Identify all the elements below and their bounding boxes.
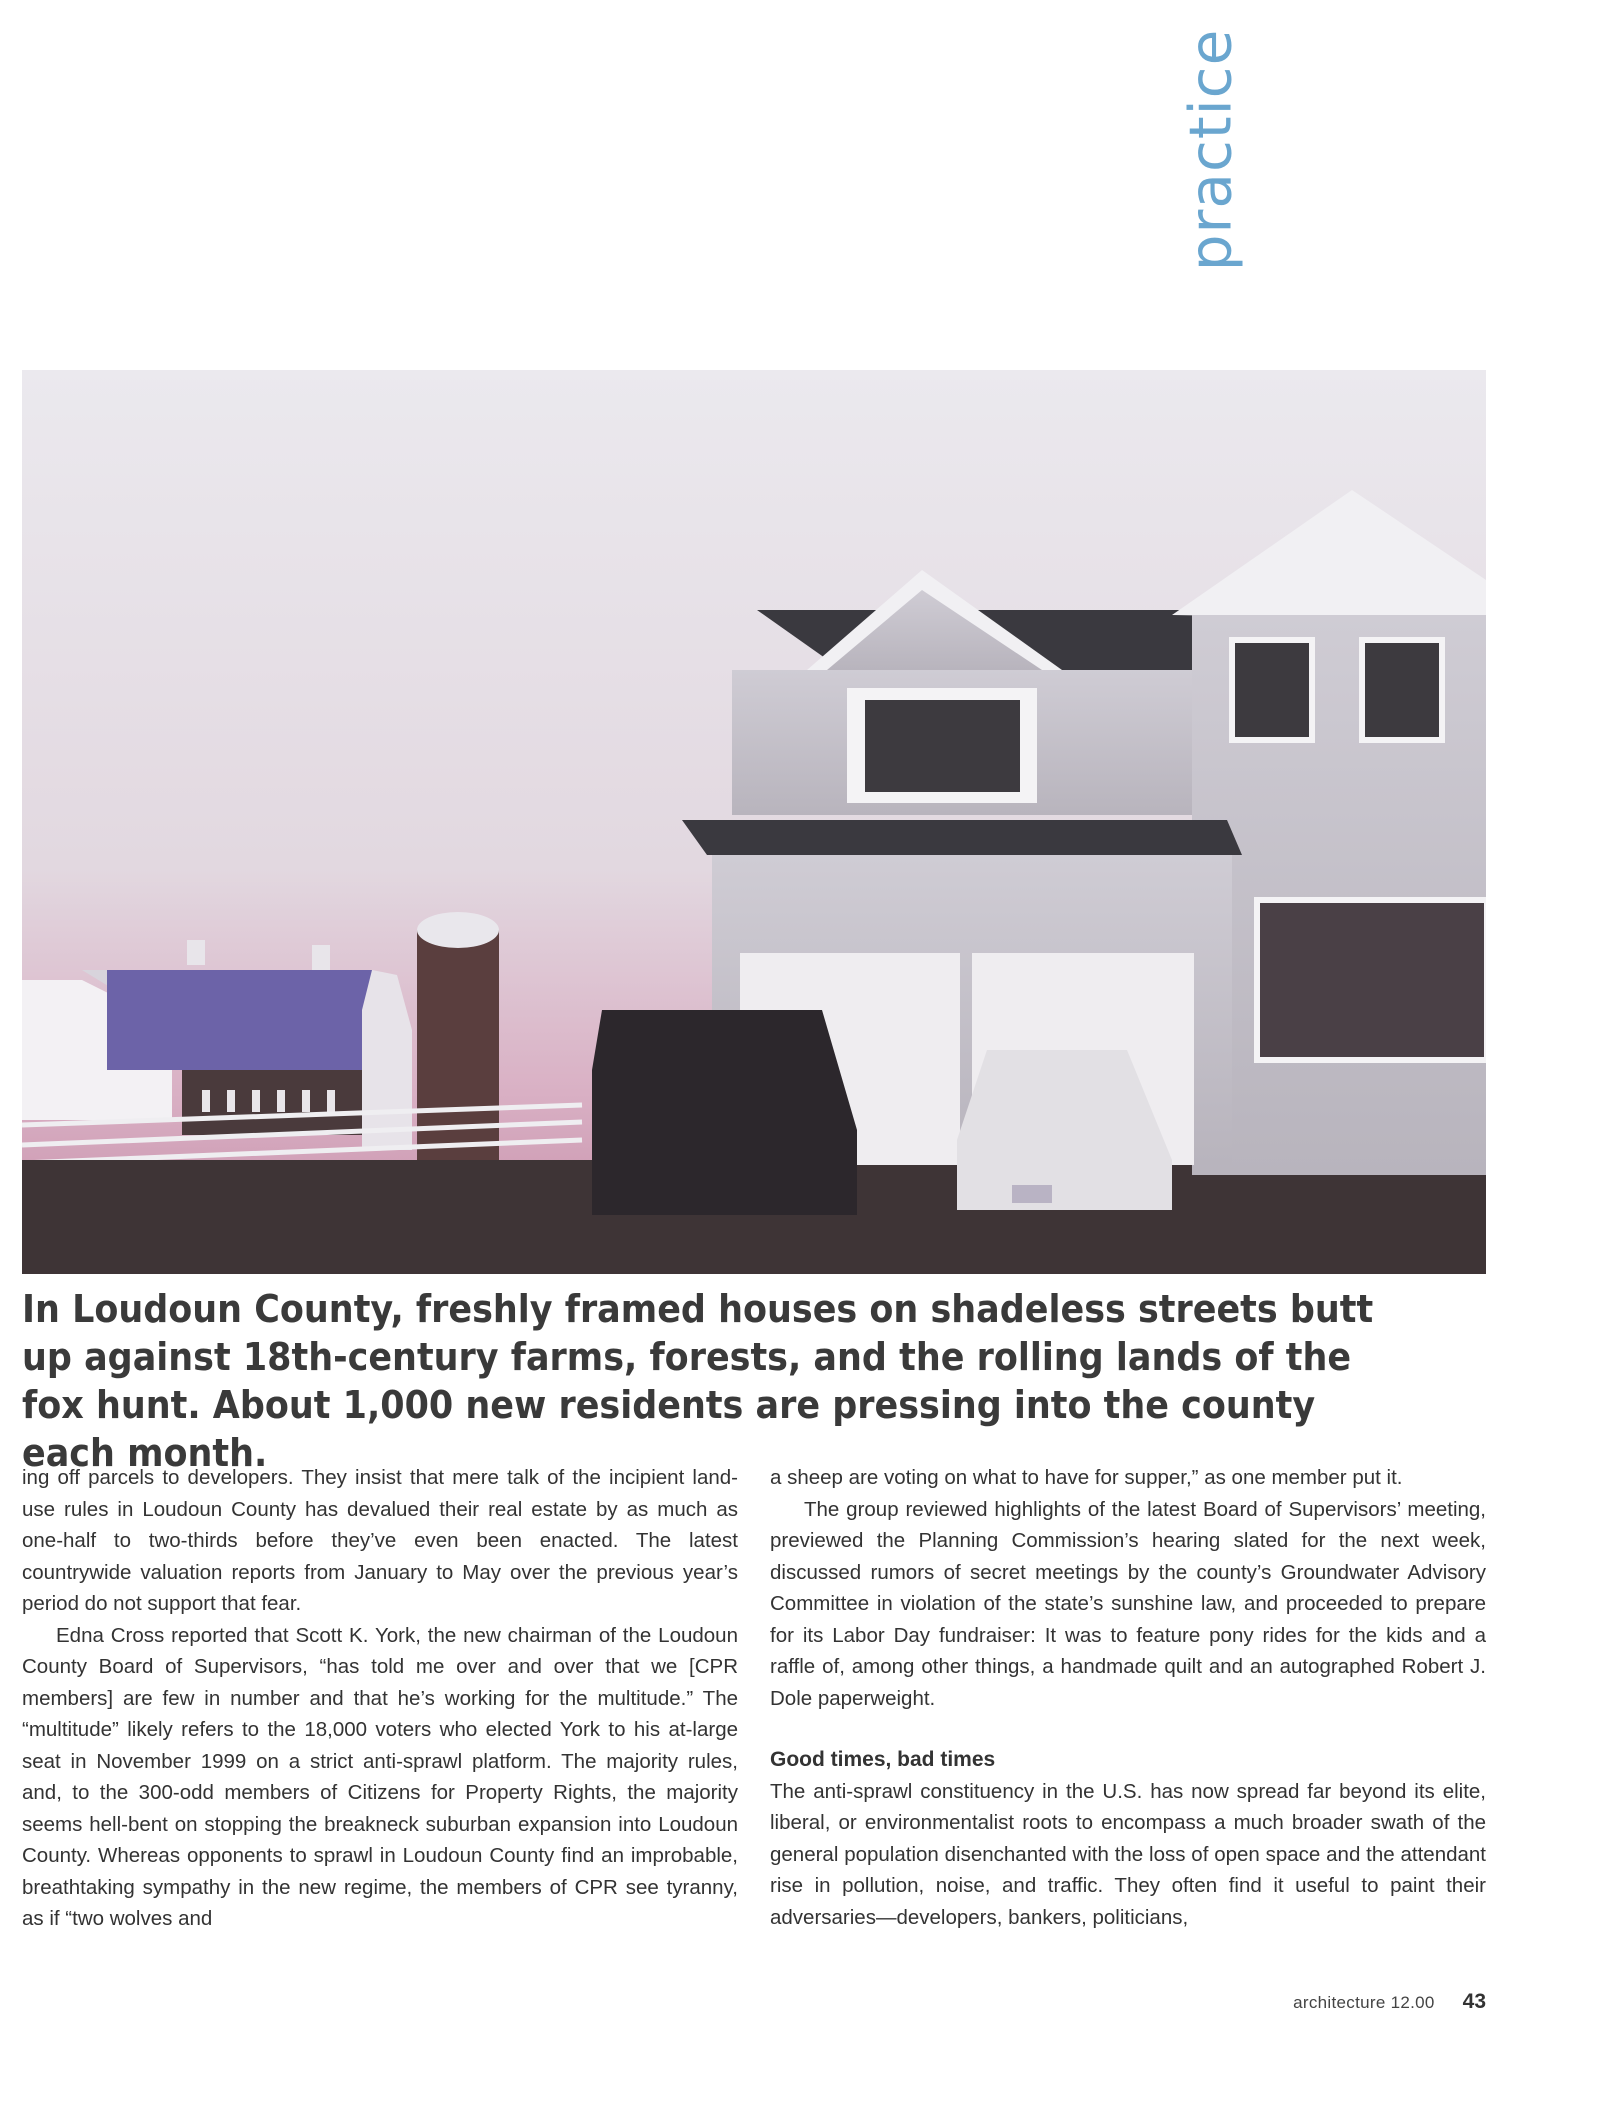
- paragraph: The group reviewed highlights of the latest Board of Supervisors’ meeting, previewed the Planning Commission’s hearing slated for the next week, discussed rumors of secret meetings by the county’s Groundwater Advisory Committee in violation of the state’s sunshine law, and proceeded to prepare for its Labor Day fundraiser: It was to feature pony rides for the kids and a raffle of, among other things, a handmade quilt and an autographed Robert J. Dole paperweight.: [770, 1497, 1486, 1710]
- section-label: [1140, 28, 1280, 272]
- silo: [417, 912, 499, 1160]
- journal-name: architecture 12.00: [1293, 1993, 1435, 2012]
- page-footer: [1293, 1990, 1486, 2014]
- feature-photo: [22, 370, 1486, 1274]
- paragraph: a sheep are voting on what to have for supper,” as one member put it.: [770, 1466, 1403, 1489]
- subheading: Good times, bad times: [770, 1748, 996, 1771]
- article-column-left: [22, 1462, 738, 1935]
- paragraph: ing off parcels to developers. They insist that mere talk of the incipient land-use rules in Loudoun County has devalued their real estate by as much as one-half to two-thirds before they’ve even been enacted. The latest countrywide valuation reports from January to May over the previous year’s period do not support that fear.: [22, 1466, 738, 1615]
- article-column-right: [770, 1462, 1486, 1933]
- section-label-text: practice: [1176, 28, 1244, 272]
- paragraph: Edna Cross reported that Scott K. York, the new chairman of the Loudoun County Board of Supervisors, “has told me over and over that we [CPR members] are few in number and that he’s working for the multitude.” The “multitude” likely refers to the 18,000 voters who elected York to his at-large seat in November 1999 on a strict anti-sprawl platform. The majority rules, and, to the 300-odd members of Citizens for Property Rights, the majority seems hell-bent on stopping the breakneck suburban expansion into Loudoun County. Whereas opponents to sprawl in Loudoun County find an improbable, breathtaking sympathy in the new regime, the members of CPR see tyranny, as if “two wolves and: [22, 1623, 738, 1930]
- page-number: 43: [1462, 1990, 1486, 2013]
- photo-illustration: [22, 370, 1486, 1274]
- paragraph: The anti-sprawl constituency in the U.S. has now spread far beyond its elite, liberal, or environmentalist roots to encompass a much broader swath of the general population disenchanted with the loss of open space and the attendant rise in pollution, noise, and traffic. They often find it useful to paint their adversaries—developers, bankers, politicians,: [770, 1779, 1486, 1929]
- photo-caption: In Loudoun County, freshly framed houses on shadeless streets butt up against 18th-century farms, forests, and the rolling lands of the fox hunt. About 1,000 new residents are pressing into the county each month.: [22, 1287, 1374, 1475]
